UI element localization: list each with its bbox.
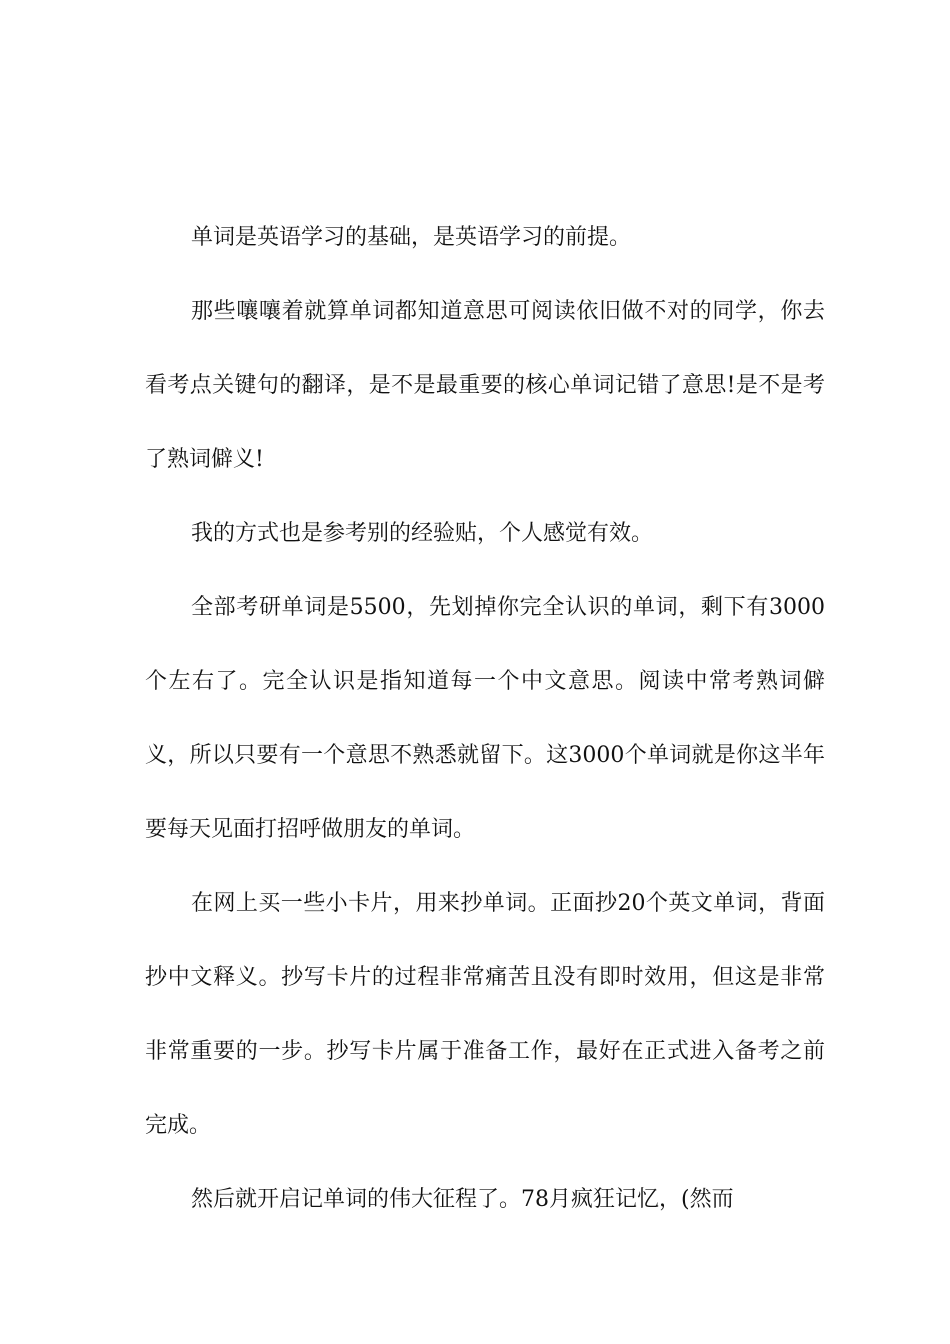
paragraph-2: 那些嚷嚷着就算单词都知道意思可阅读依旧做不对的同学，你去看考点关键句的翻译，是不是最重要的核心单词记错了意思!是不是考了熟词僻义! xyxy=(145,299,825,472)
paragraph-5: 在网上买一些小卡片，用来抄单词。正面抄20个英文单词，背面抄中文释义。抄写卡片的过程非常痛苦且没有即时效用，但这是非常非常重要的一步。抄写卡片属于准备工作，最好在正式进入备考之前完成。 xyxy=(145,891,825,1138)
paragraph-1: 单词是英语学习的基础，是英语学习的前提。 xyxy=(191,225,632,250)
paragraph-6: 然后就开启记单词的伟大征程了。78月疯狂记忆，(然而 xyxy=(191,1187,734,1212)
document-body xyxy=(145,201,825,1237)
paragraph-4: 全部考研单词是5500，先划掉你完全认识的单词，剩下有3000个左右了。完全认识是指知道每一个中文意思。阅读中常考熟词僻义，所以只要有一个意思不熟悉就留下。这3000个单词就是你这半年要每天见面打招呼做朋友的单词。 xyxy=(145,595,825,842)
paragraph-3: 我的方式也是参考别的经验贴，个人感觉有效。 xyxy=(191,521,654,546)
